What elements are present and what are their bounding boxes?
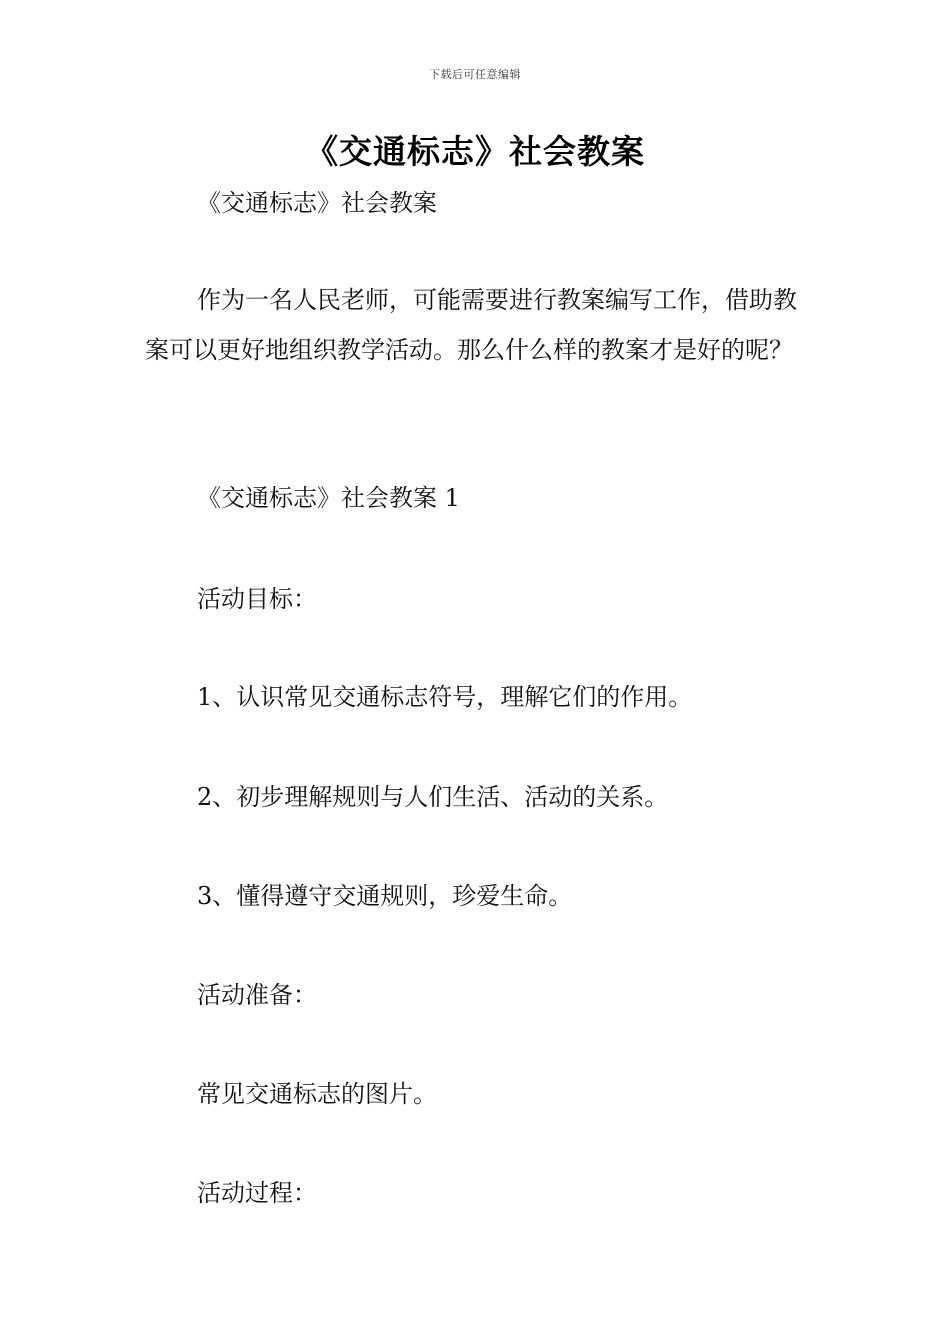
goals-heading: 活动目标： — [197, 585, 317, 613]
goal-item: 1、认识常见交通标志符号，理解它们的作用。 — [197, 683, 693, 711]
section-title: 《交通标志》社会教案 1 — [197, 484, 460, 512]
process-heading: 活动过程： — [197, 1179, 317, 1207]
document-subtitle: 《交通标志》社会教案 — [197, 189, 437, 217]
preparation-text: 常见交通标志的图片。 — [197, 1080, 437, 1108]
goal-item: 2、初步理解规则与人们生活、活动的关系。 — [197, 783, 669, 811]
intro-paragraph: 作为一名人民老师，可能需要进行教案编写工作，借助教案可以更好地组织教学活动。那么什么样的教案才是好的呢？ — [145, 286, 797, 364]
goal-item: 3、懂得遵守交通规则，珍爱生命。 — [197, 882, 573, 910]
document-title: 《交通标志》社会教案 — [305, 132, 645, 171]
page-header-note: 下载后可任意编辑 — [429, 68, 521, 81]
preparation-heading: 活动准备： — [197, 981, 317, 1009]
